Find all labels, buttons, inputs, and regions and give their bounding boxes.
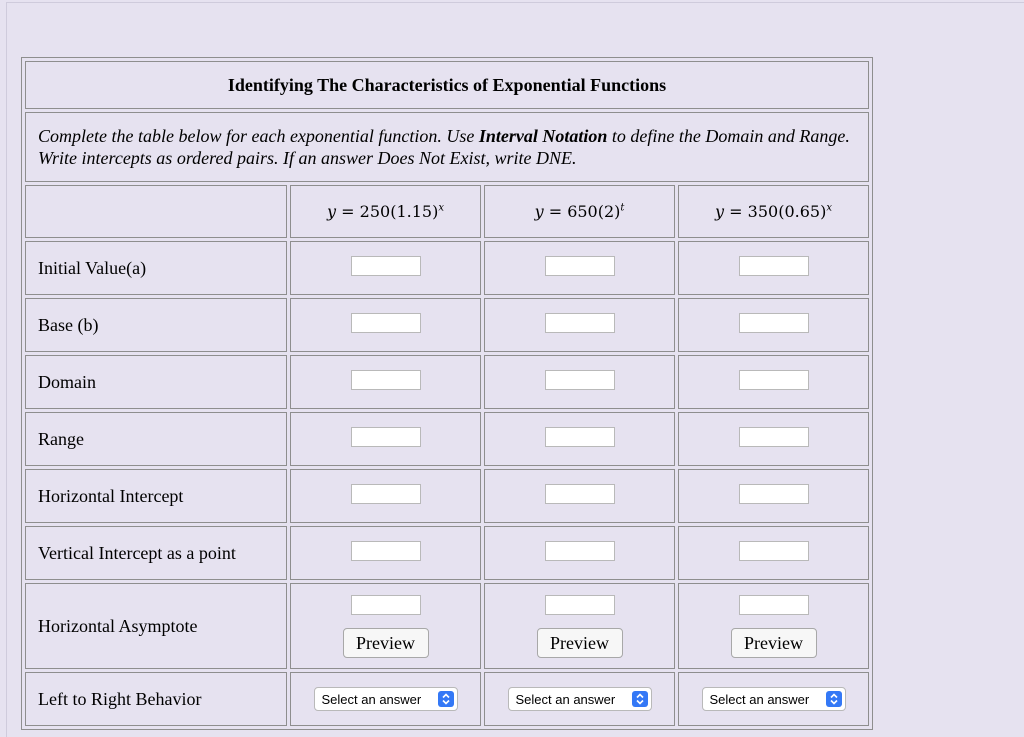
function-header-1: $y = 250(1.15)^x$ bbox=[290, 185, 481, 238]
vertical-intercept-input-3[interactable] bbox=[739, 541, 809, 561]
row-label-domain: Domain bbox=[25, 355, 287, 409]
initial-value-input-2[interactable] bbox=[545, 256, 615, 276]
behavior-select-1[interactable] bbox=[314, 687, 458, 711]
base-input-3[interactable] bbox=[739, 313, 809, 333]
row-label-horizontal-asymptote: Horizontal Asymptote bbox=[25, 583, 287, 669]
function-header-2: $y = 650(2)^t$ bbox=[484, 185, 675, 238]
range-input-3[interactable] bbox=[739, 427, 809, 447]
preview-button-2[interactable]: Preview bbox=[537, 628, 623, 658]
behavior-select-3[interactable] bbox=[702, 687, 846, 711]
behavior-select-2[interactable] bbox=[508, 687, 652, 711]
chevron-up-down-icon bbox=[826, 691, 842, 707]
domain-input-2[interactable] bbox=[545, 370, 615, 390]
vertical-intercept-input-1[interactable] bbox=[351, 541, 421, 561]
select-placeholder: Select an answer bbox=[321, 691, 422, 707]
range-input-2[interactable] bbox=[545, 427, 615, 447]
select-placeholder: Select an answer bbox=[515, 691, 616, 707]
horizontal-intercept-input-2[interactable] bbox=[545, 484, 615, 504]
select-placeholder: Select an answer bbox=[709, 691, 810, 707]
table-title: Identifying The Characteristics of Exponential Functions bbox=[25, 61, 869, 109]
row-label-horizontal-intercept: Horizontal Intercept bbox=[25, 469, 287, 523]
exponential-characteristics-table bbox=[21, 57, 873, 730]
instructions: Complete the table below for each exponential function. Use Interval Notation to define the Domain and Range. Write intercepts as ordered pairs. If an answer Does Not Exist, write DNE. bbox=[25, 112, 869, 182]
base-input-2[interactable] bbox=[545, 313, 615, 333]
chevron-up-down-icon bbox=[632, 691, 648, 707]
horizontal-asymptote-input-1[interactable] bbox=[351, 595, 421, 615]
preview-button-3[interactable]: Preview bbox=[731, 628, 817, 658]
initial-value-input-1[interactable] bbox=[351, 256, 421, 276]
row-label-base: Base (b) bbox=[25, 298, 287, 352]
function-header-3: $y = 350(0.65)^x$ bbox=[678, 185, 869, 238]
vertical-intercept-input-2[interactable] bbox=[545, 541, 615, 561]
horizontal-asymptote-input-3[interactable] bbox=[739, 595, 809, 615]
row-label-vertical-intercept: Vertical Intercept as a point bbox=[25, 526, 287, 580]
horizontal-asymptote-input-2[interactable] bbox=[545, 595, 615, 615]
domain-input-3[interactable] bbox=[739, 370, 809, 390]
preview-button-1[interactable]: Preview bbox=[343, 628, 429, 658]
chevron-up-down-icon bbox=[438, 691, 454, 707]
row-label-range: Range bbox=[25, 412, 287, 466]
header-empty-cell bbox=[25, 185, 287, 238]
domain-input-1[interactable] bbox=[351, 370, 421, 390]
horizontal-intercept-input-1[interactable] bbox=[351, 484, 421, 504]
row-label-initial-value: Initial Value(a) bbox=[25, 241, 287, 295]
range-input-1[interactable] bbox=[351, 427, 421, 447]
horizontal-intercept-input-3[interactable] bbox=[739, 484, 809, 504]
interval-notation-emphasis: Interval Notation bbox=[478, 126, 608, 146]
initial-value-input-3[interactable] bbox=[739, 256, 809, 276]
row-label-left-right-behavior: Left to Right Behavior bbox=[25, 672, 287, 726]
base-input-1[interactable] bbox=[351, 313, 421, 333]
